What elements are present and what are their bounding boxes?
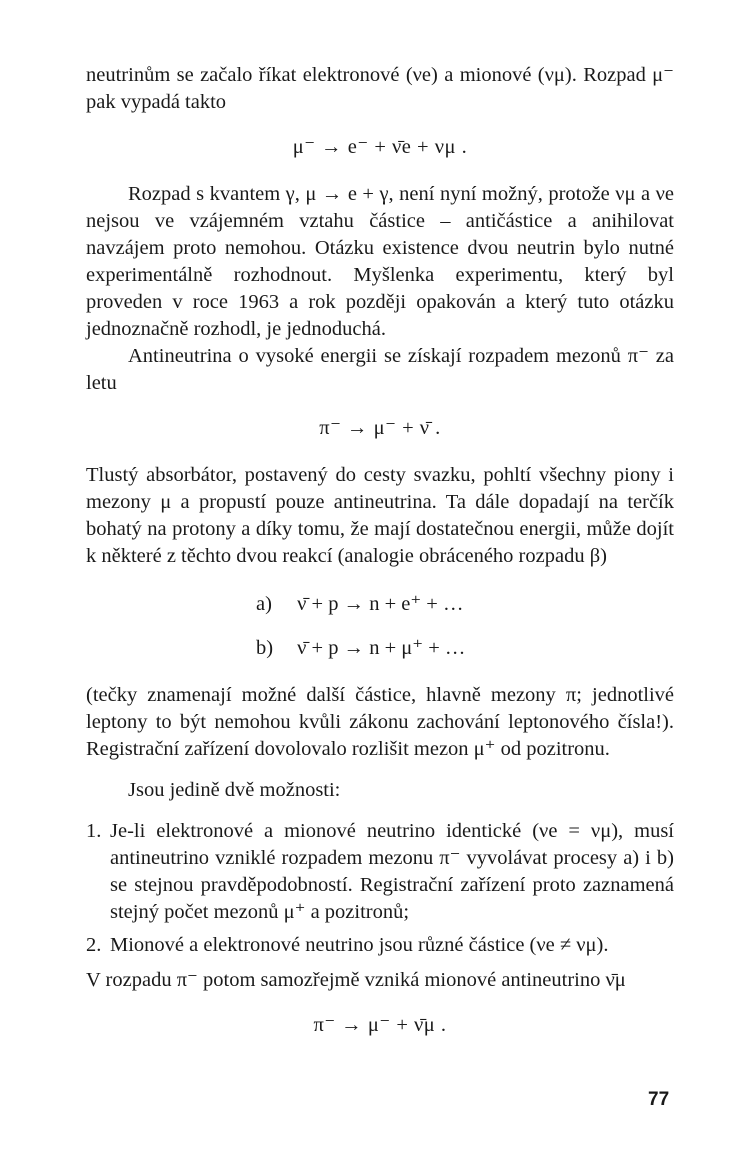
paragraph-2: Rozpad s kvantem γ, μ → e + γ, není nyní možný, protože νμ a νe nejsou ve vzájemném vztahu částice – antičástice a anihilovat navzájem proto nemohou. Otázku existence dvou neutrin bylo nutné experimentálně rozhodnout. Myšlenka experimentu, který byl proveden v roce 1963 a rok později opakován a který tuto otázku jednoznačně rozhodl, je jednoduchá. xyxy=(86,183,674,340)
paragraph-3: Antineutrina o vysoké energii se získají rozpadem mezonů π⁻ za letu xyxy=(86,345,674,394)
list-item-text: Je-li elektronové a mionové neutrino identické (νe = νμ), musí antineutrino vzniklé rozpadem mezonu π⁻ vyvolávat procesy a) i b) se stejnou pravděpodobností. Registrační zařízení proto zaznamená stejný počet mezonů μ⁺ a pozitronů; xyxy=(110,820,674,923)
list-item xyxy=(86,818,674,926)
paragraph-1: neutrinům se začalo říkat elektronové (νe) a mionové (νμ). Rozpad μ⁻ pak vypadá takto xyxy=(86,64,674,113)
list-item-number: 1. xyxy=(86,820,102,842)
page-number: 77 xyxy=(648,1089,670,1110)
list-item xyxy=(86,932,674,959)
equation-pion-decay-mu: π⁻ → μ⁻ + ν̄μ . xyxy=(313,1014,447,1036)
reaction-a xyxy=(256,582,674,626)
list-item-text: Mionové a elektronové neutrino jsou různé částice (νe ≠ νμ). xyxy=(110,934,609,956)
reaction-b-label: b) xyxy=(256,637,274,659)
paragraph-4: Tlustý absorbátor, postavený do cesty svazku, pohltí všechny piony i mezony μ a propustí pouze antineutrina. Ta dále dopadají na terčík bohatý na protony a díky tomu, že mají dostatečnou energii, může dojít k některé z těchto dvou reakcí (analogie obráceného rozpadu β) xyxy=(86,464,674,567)
equation-muon-decay: μ⁻ → e⁻ + ν̄e + νμ . xyxy=(292,136,468,158)
reaction-b xyxy=(256,626,674,670)
equation-pion-decay: π⁻ → μ⁻ + ν̄ . xyxy=(319,417,441,439)
possibilities-list xyxy=(86,818,674,959)
paragraph-6: Jsou jedině dvě možnosti: xyxy=(128,779,341,801)
reaction-a-label: a) xyxy=(256,593,272,615)
paragraph-7: V rozpadu π⁻ potom samozřejmě vzniká mionové antineutrino ν̄μ xyxy=(86,969,626,991)
page-body xyxy=(86,62,674,1059)
reaction-b-formula: ν̄ + p → n + μ⁺ + … xyxy=(297,637,466,659)
reaction-a-formula: ν̄ + p → n + e⁺ + … xyxy=(297,593,464,615)
reactions-block xyxy=(256,582,674,670)
paragraph-5: (tečky znamenají možné další částice, hlavně mezony π; jednotlivé leptony to být nemohou kvůli zákonu zachování leptonového čísla!). Registrační zařízení dovolovalo rozlišit mezon μ⁺ od pozitronu. xyxy=(86,684,674,760)
list-item-number: 2. xyxy=(86,934,102,956)
